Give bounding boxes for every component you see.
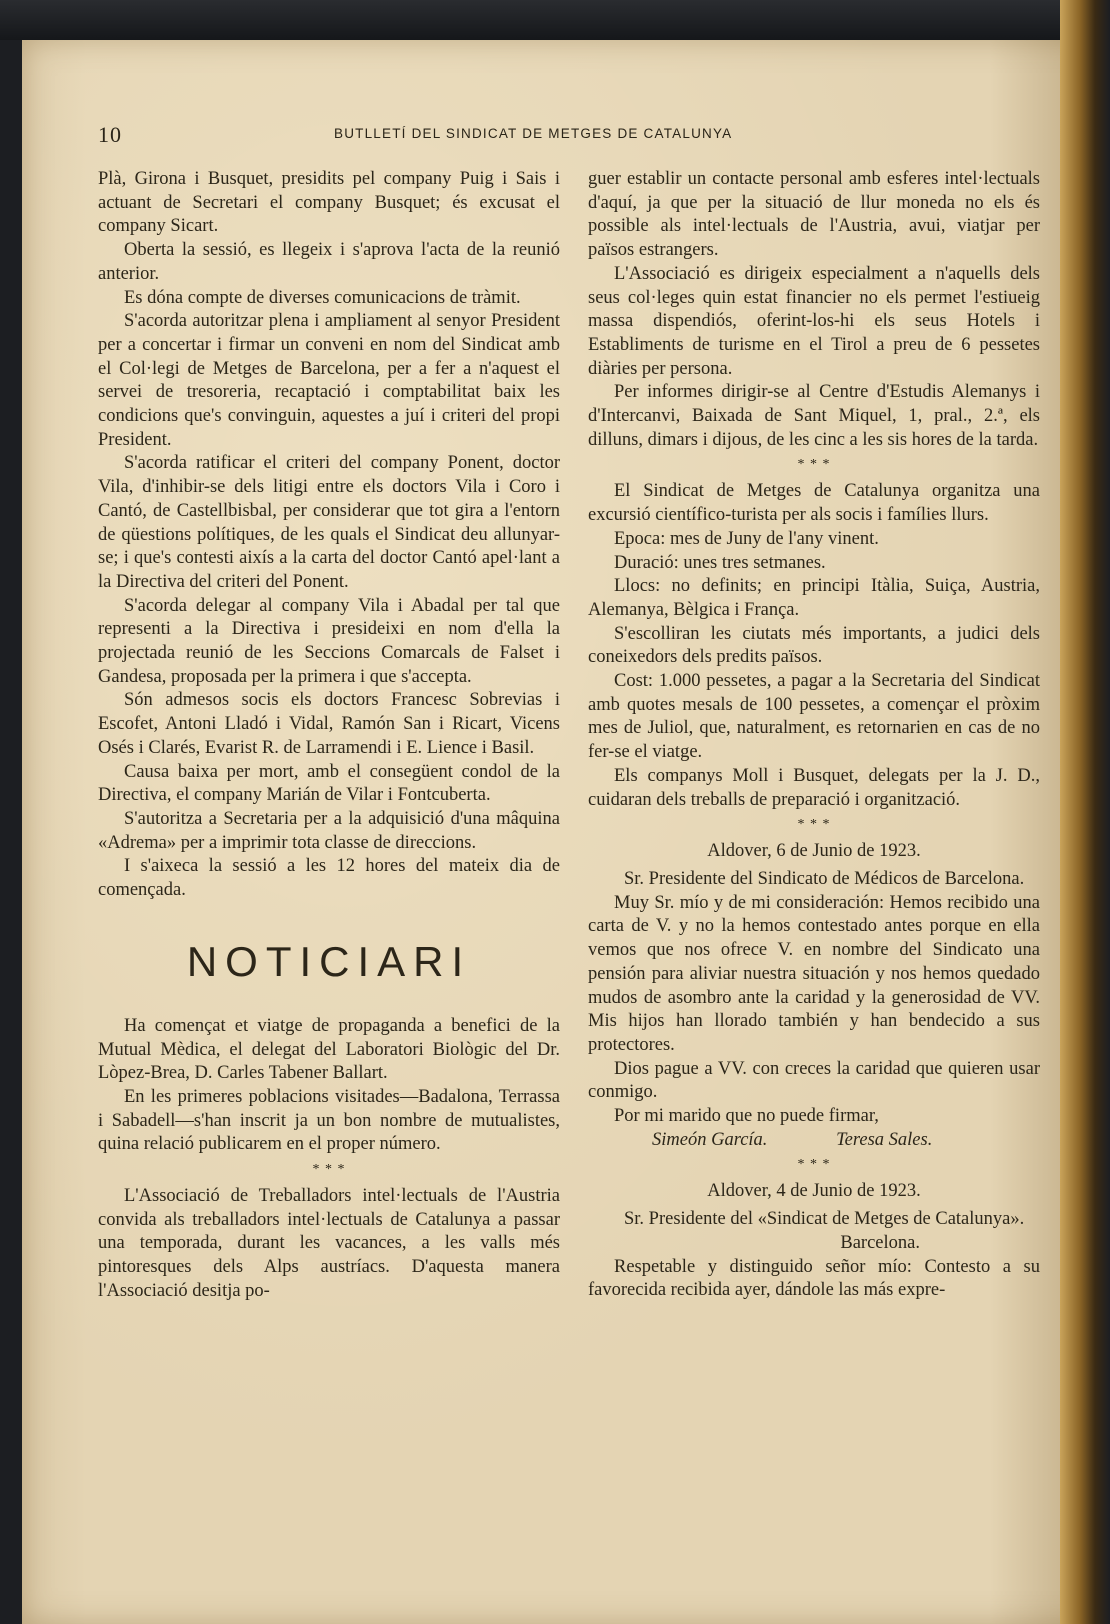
book-edge <box>1060 0 1110 1624</box>
paragraph: Ha començat et viatge de propaganda a benefici de la Mutual Mèdica, el delegat del Laboratori Biològic del Dr. Lòpez-Brea, D. Carles Tabener Ballart. <box>98 1015 560 1084</box>
separator: * * * <box>797 1157 831 1173</box>
letter-addressee: Sr. Presidente del «Sindicat de Metges de Catalunya». <box>624 1209 1025 1230</box>
paragraph: Epoca: mes de Juny de l'any vinent. <box>614 528 879 549</box>
section-title: NOTICIARI <box>186 937 472 985</box>
paragraph: Dios pague a VV. con creces la caridad que quieren usar conmigo. <box>588 1058 1040 1103</box>
paragraph: El Sindicat de Metges de Catalunya organitza una excursió científico-turista per als socis i famílies llurs. <box>588 481 1040 526</box>
signatures <box>588 1129 1040 1153</box>
paragraph: Plà, Girona i Busquet, presidits pel company Puig i Sais i actuant de Secretari el company Busquet; és excusat el company Sicart. <box>98 169 560 237</box>
paragraph: Muy Sr. mío y de mi consideración: Hemos recibido una carta de V. y no la hemos contestado antes porque en ella vemos que nos ofrece V. en nombre del Sindicato una pensión para aliviar nuestra situación y nos hemos quedado mudos de asombro ante la caridad y la generosidad de VV. Mis hijos han llorado también y han bendecido a sus protectores. <box>588 892 1040 1055</box>
paragraph: Són admesos socis els doctors Francesc Sobrevias i Escofet, Antoni Lladó i Vidal, Ramón San i Ricart, Vicens Osés i Clarés, Evarist R. de Larramendi i E. Lience i Basil. <box>98 690 560 758</box>
paragraph: S'escolliran les ciutats més importants, a judici dels coneixedors dels predits països. <box>588 623 1040 668</box>
paragraph: Respetable y distinguido señor mío: Contesto a su favorecida recibida ayer, dándole las más expre- <box>588 1256 1040 1301</box>
paragraph: Es dóna compte de diverses comunicacions de tràmit. <box>124 287 521 308</box>
paragraph: Llocs: no definits; en principi Itàlia, Suiça, Austria, Alemanya, Bèlgica i França. <box>588 576 1040 620</box>
paragraph: S'acorda delegar al company Vila i Abadal per tal que representi a la Directiva i presideixi en nom d'ella la projectada reunió de les Seccions Comarcals de Falset i Gandesa, proposada per la primera i que s'accepta. <box>98 595 560 687</box>
paragraph: S'autoritza a Secretaria per a la adquisició d'una mâquina «Adrema» per a imprimir tota classe de direccions. <box>98 808 560 853</box>
signature: Teresa Sales. <box>836 1129 933 1150</box>
page-number: 10 <box>98 122 122 147</box>
signature: Simeón García. <box>652 1129 768 1150</box>
letter-date: Aldover, 6 de Junio de 1923. <box>707 841 921 862</box>
paragraph: Por mi marido que no puede firmar, <box>614 1106 879 1127</box>
left-column <box>98 168 560 1304</box>
paragraph: Per informes dirigir-se al Centre d'Estudis Alemanys i d'Intercanvi, Baixada de Sant Miquel, 1, pral., 2.ª, els dilluns, dimars i dijous, de les cinc a les sis hores de la tarda. <box>588 382 1040 450</box>
page-header <box>98 122 1028 146</box>
letter-addressee: Sr. Presidente del Sindicato de Médicos de Barcelona. <box>624 868 1025 889</box>
letter-city: Barcelona. <box>840 1232 920 1253</box>
paragraph: I s'aixeca la sessió a les 12 hores del mateix dia de començada. <box>98 856 560 901</box>
right-column <box>588 168 1040 1303</box>
paragraph: S'acorda ratificar el criteri del company Ponent, doctor Vila, d'inhibir-se dels litigi entre els doctors Vila i Coro i Cantó, de Castellbisbal, per considerar que tot gira a l'entorn de qüestions polítiques, de les quals el Sindicat deu allunyar-se; i que's contesti aixís a la carta del doctor Cantó apel·lant a la Directiva del criteri del Ponent. <box>98 453 560 592</box>
paragraph: guer establir un contacte personal amb esferes intel·lectuals d'aquí, ja que per la situació de llur moneda no els és possible als intel·lectuals de l'Austria, avui, viatjar per països estrangers. <box>588 169 1040 261</box>
paragraph: Cost: 1.000 pessetes, a pagar a la Secretaria del Sindicat amb quotes mesals de 100 pessetes, a començar el pròxim mes de Juliol, que, naturalment, es retornarien en cas de no fer-se el viatge. <box>588 671 1040 763</box>
paragraph: Causa baixa per mort, amb el consegüent condol de la Directiva, el company Marián de Vilar i Fontcuberta. <box>98 761 560 806</box>
separator: * * * <box>312 1162 346 1178</box>
paragraph: L'Associació de Treballadors intel·lectuals de l'Austria convida als treballadors intel·lectuals de Catalunya a passar una temporada, durant les vacances, a les valls més pintoresques dels Alps austríacs. D'aquesta manera l'Associació desitja po- <box>98 1186 560 1301</box>
running-title: BUTLLETÍ DEL SINDICAT DE METGES DE CATALUNYA <box>334 126 733 141</box>
paragraph: S'acorda autoritzar plena i ampliament al senyor President per a concertar i firmar un conveni en nom del Sindicat amb el Col·legi de Metges de Barcelona, per a fer a n'aquest el servei de tresoreria, recaptació i comptabilitat baix les condicions que's convinguin, aquestes a juí i criteri del propi President. <box>98 311 560 450</box>
letter-date: Aldover, 4 de Junio de 1923. <box>707 1181 921 1202</box>
paragraph: Duració: unes tres setmanes. <box>614 552 826 573</box>
separator: * * * <box>797 457 831 473</box>
separator: * * * <box>797 817 831 833</box>
background-top <box>0 0 1110 40</box>
paragraph: Els companys Moll i Busquet, delegats per la J. D., cuidaran dels treballs de preparació i organització. <box>588 765 1040 810</box>
paragraph: Oberta la sessió, es llegeix i s'aprova l'acta de la reunió anterior. <box>98 240 560 284</box>
paragraph: En les primeres poblacions visitades—Badalona, Terrassa i Sabadell—s'han inscrit ja un bon nombre de mutualistes, quina relació publicarem en el proper número. <box>98 1086 560 1155</box>
paragraph: L'Associació es dirigeix especialment a n'aquells dels seus col·leges quin estat financier no els permet l'estiueig massa dispendiós, oferint-los-hi els seus Hotels i Establiments de turisme en el Tirol a preu de 6 pessetes diàries per persona. <box>588 263 1040 379</box>
